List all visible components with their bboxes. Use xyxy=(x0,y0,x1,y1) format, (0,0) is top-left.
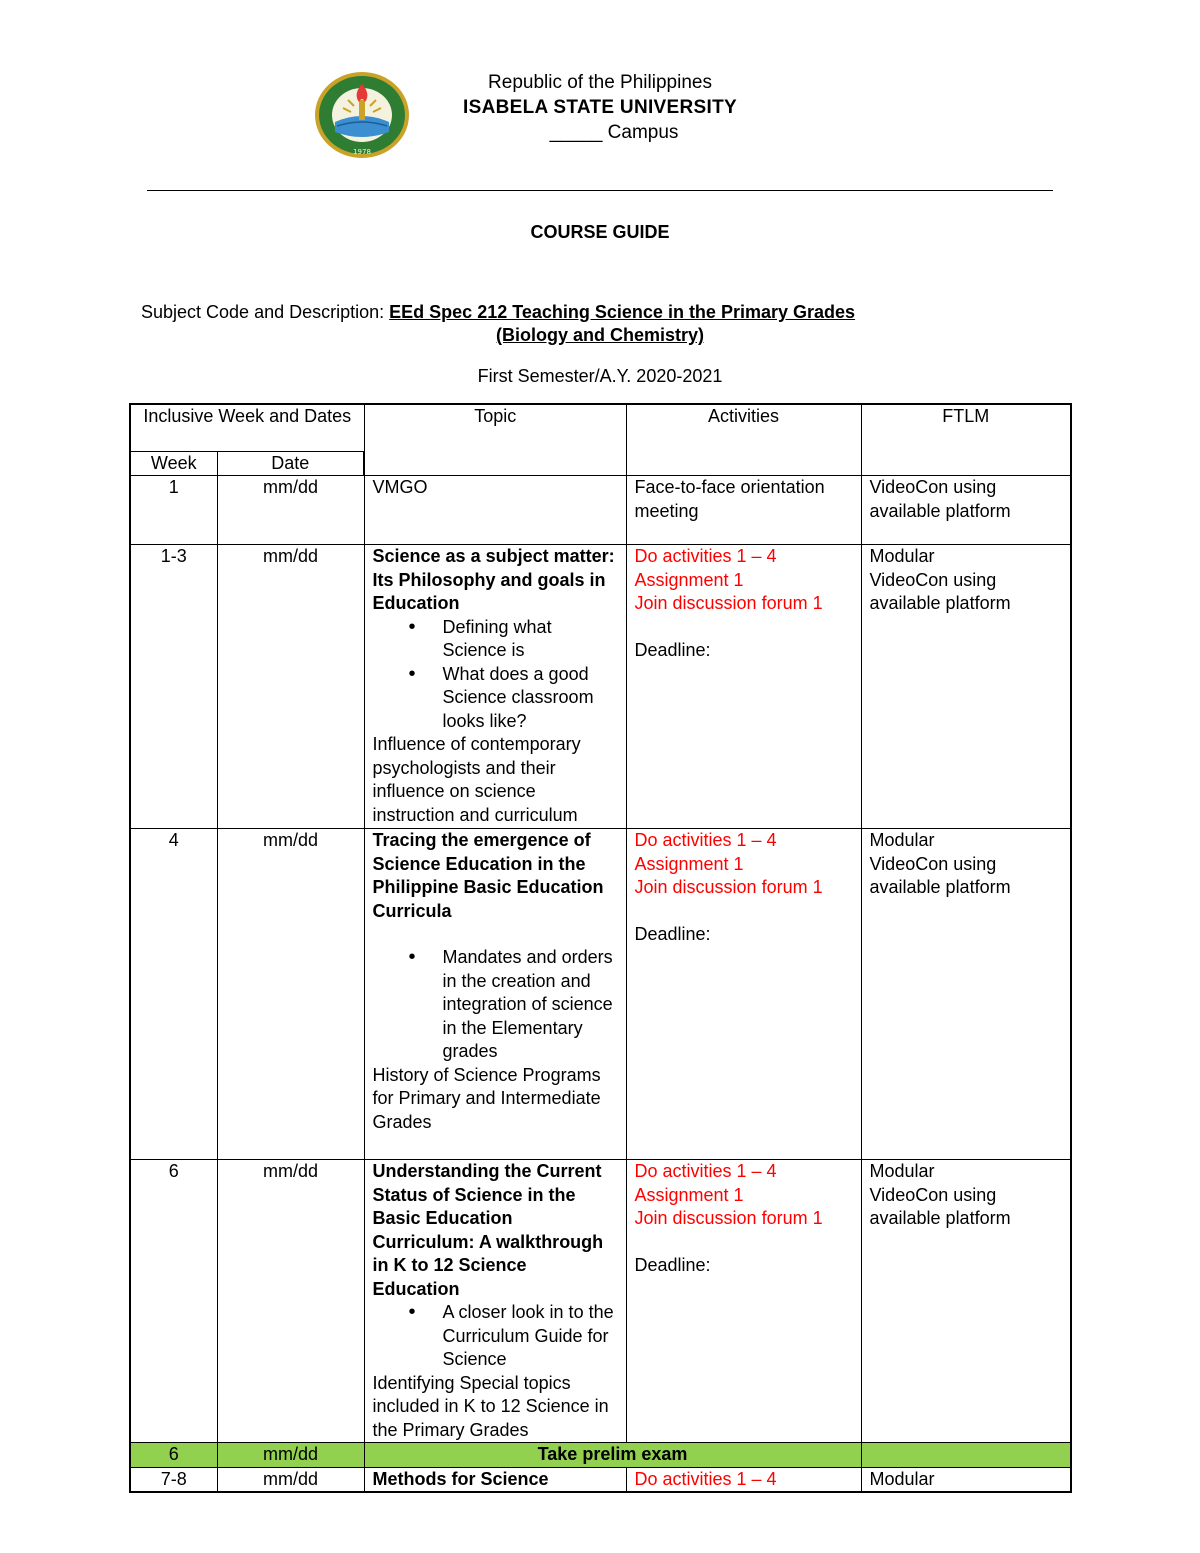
table-row xyxy=(130,1160,1071,1443)
topic-bullets xyxy=(373,616,618,734)
ftlm-item: Modular xyxy=(861,1467,1071,1492)
activities-cell xyxy=(626,1160,861,1443)
ftlm-item: VideoCon using available platform xyxy=(869,569,1011,613)
ftlm-item: VideoCon using available platform xyxy=(869,1184,1011,1228)
ftlm-cell xyxy=(861,545,1071,829)
topic-title: Tracing the emergence of Science Education in the Philippine Basic Education Curricula xyxy=(372,830,604,921)
ftlm-item: VideoCon using available platform xyxy=(869,853,1011,897)
activity-item: Do activities 1 – 4 xyxy=(634,830,777,850)
activities-cell: Face-to-face orientation meeting xyxy=(626,476,861,545)
topic-cell xyxy=(364,829,626,1160)
subject-label: Subject Code and Description: xyxy=(141,302,390,322)
ftlm-cell xyxy=(861,1443,1071,1468)
header-activities: Activities xyxy=(626,404,861,476)
topic-title: Understanding the Current Status of Science in the Basic Education Curriculum: A walkthrough in K to 12 Science Education xyxy=(372,1161,604,1299)
ftlm-cell xyxy=(861,1160,1071,1443)
activities-cell xyxy=(626,545,861,829)
week-cell: 1 xyxy=(130,476,217,545)
subject-line xyxy=(141,302,855,323)
subject-value: EEd Spec 212 Teaching Science in the Primary Grades xyxy=(389,302,856,322)
topic-bullets xyxy=(373,1301,618,1372)
activity-item: Join discussion forum 1 xyxy=(634,593,823,613)
date-cell: mm/dd xyxy=(217,1467,364,1492)
exam-row xyxy=(130,1443,1071,1468)
date-cell: mm/dd xyxy=(217,545,364,829)
header-inclusive: Inclusive Week and Dates xyxy=(130,404,364,451)
topic-bullet: • Mandates and orders in the creation and integration of science in the Elementary grades xyxy=(443,946,618,1064)
activity-item: Do activities 1 – 4 xyxy=(634,546,777,566)
svg-text:1978: 1978 xyxy=(353,148,371,156)
activities-cell xyxy=(626,829,861,1160)
semester-line: First Semester/A.Y. 2020-2021 xyxy=(477,366,723,386)
week-cell: 6 xyxy=(130,1160,217,1443)
topic-title: Methods for Science xyxy=(364,1467,626,1492)
activity-item: Assignment 1 xyxy=(634,853,744,874)
ftlm-cell xyxy=(861,829,1071,1160)
topic-bullets xyxy=(373,946,618,1064)
date-cell: mm/dd xyxy=(217,829,364,1160)
week-cell: 1-3 xyxy=(130,545,217,829)
header-week: Week xyxy=(130,451,217,476)
activity-item: Do activities 1 – 4 xyxy=(634,1161,777,1181)
table-row xyxy=(130,476,1071,545)
deadline-label: Deadline: xyxy=(634,1254,711,1275)
activity-item: Join discussion forum 1 xyxy=(634,877,823,897)
document-title: COURSE GUIDE xyxy=(530,222,670,242)
header-row xyxy=(130,404,1071,451)
activity-item: Assignment 1 xyxy=(634,1184,744,1205)
topic-bullet: • A closer look in to the Curriculum Guide for Science xyxy=(443,1301,618,1372)
ftlm-item: Modular xyxy=(869,830,935,850)
topic-cell xyxy=(364,545,626,829)
exam-label: Take prelim exam xyxy=(364,1443,861,1468)
header-divider xyxy=(147,190,1053,191)
ftlm-item: Modular xyxy=(869,546,935,566)
date-cell: mm/dd xyxy=(217,1160,364,1443)
header-date: Date xyxy=(217,451,364,476)
table-row xyxy=(130,829,1071,1160)
deadline-label: Deadline: xyxy=(634,639,711,660)
header-topic: Topic xyxy=(364,404,626,476)
ftlm-cell: VideoCon using available platform xyxy=(861,476,1071,545)
subject-value-continued: (Biology and Chemistry) xyxy=(495,325,705,345)
week-cell: 6 xyxy=(130,1443,217,1468)
topic-note: History of Science Programs for Primary and Intermediate Grades xyxy=(372,1064,601,1132)
date-cell: mm/dd xyxy=(217,1443,364,1468)
ftlm-item: Modular xyxy=(869,1161,935,1181)
header-campus: _____ Campus xyxy=(549,122,679,143)
topic-title: Science as a subject matter: Its Philosophy and goals in Education xyxy=(372,546,615,613)
activity-item: Join discussion forum 1 xyxy=(634,1208,823,1228)
topic-cell xyxy=(364,1160,626,1443)
date-cell: mm/dd xyxy=(217,476,364,545)
header-university-name: ISABELA STATE UNIVERSITY xyxy=(463,97,737,118)
header-republic: Republic of the Philippines xyxy=(488,72,712,93)
deadline-label: Deadline: xyxy=(634,923,711,944)
table-row xyxy=(130,545,1071,829)
activity-item: Do activities 1 – 4 xyxy=(626,1467,861,1492)
topic-note: Influence of contemporary psychologists and their influence on science instruction and curriculum xyxy=(372,734,581,825)
topic-bullet: • Defining what Science is xyxy=(443,616,618,663)
week-cell: 4 xyxy=(130,829,217,1160)
activity-item: Assignment 1 xyxy=(634,569,744,590)
course-schedule-table xyxy=(129,403,1072,1493)
week-cell: 7-8 xyxy=(130,1467,217,1492)
topic-cell: VMGO xyxy=(364,476,626,545)
table-row xyxy=(130,1467,1071,1492)
topic-note: Identifying Special topics included in K to 12 Science in the Primary Grades xyxy=(372,1372,609,1440)
topic-bullet: • What does a good Science classroom looks like? xyxy=(443,663,618,734)
header-ftlm: FTLM xyxy=(861,404,1071,476)
